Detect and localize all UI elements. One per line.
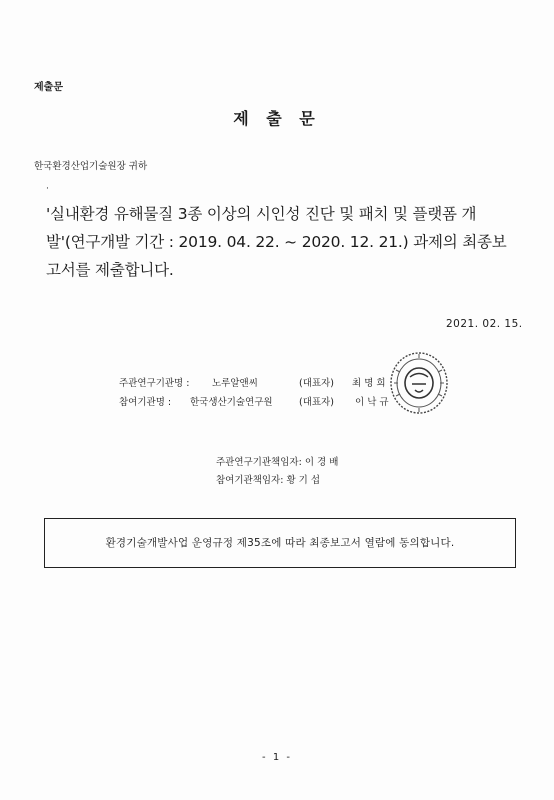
doc-type-label: 제출문 xyxy=(34,82,63,93)
lead-pi-line: 주관연구기관책임자: 이 경 배 xyxy=(216,457,339,468)
official-seal-icon xyxy=(388,350,450,416)
partner-org-name: 한국생산기술연구원 xyxy=(190,397,273,408)
lead-org-label: 주관연구기관명 : xyxy=(119,378,190,389)
partner-org-label: 참여기관명 : xyxy=(119,397,172,408)
lead-org-name: 노루알앤씨 xyxy=(212,378,258,389)
recipient-line: 한국환경산업기술원장 귀하 xyxy=(34,161,148,172)
lead-org-rep-name: 최 명 희 xyxy=(352,378,386,389)
partner-pi-line: 참여기관책임자: 황 기 섭 xyxy=(216,475,321,486)
lead-org-rep-label: (대표자) xyxy=(299,378,334,389)
page-title: 제 출 문 xyxy=(233,109,321,128)
bullet-mark: · xyxy=(46,184,49,194)
page-number: - 1 - xyxy=(262,752,292,763)
submission-statement: '실내환경 유해물질 3종 이상의 시인성 진단 및 패치 및 플랫폼 개발'(연구개발 기간 : 2019. 04. 22. ~ 2020. 12. 21.) 과제의 최종보고서를 제출합니다. xyxy=(46,205,507,279)
partner-org-rep-label: (대표자) xyxy=(299,397,334,408)
consent-statement: 환경기술개발사업 운영규정 제35조에 따라 최종보고서 열람에 동의합니다. xyxy=(105,537,455,549)
partner-org-rep-name: 이 낙 규 xyxy=(355,397,389,408)
submission-date: 2021. 02. 15. xyxy=(446,318,523,330)
